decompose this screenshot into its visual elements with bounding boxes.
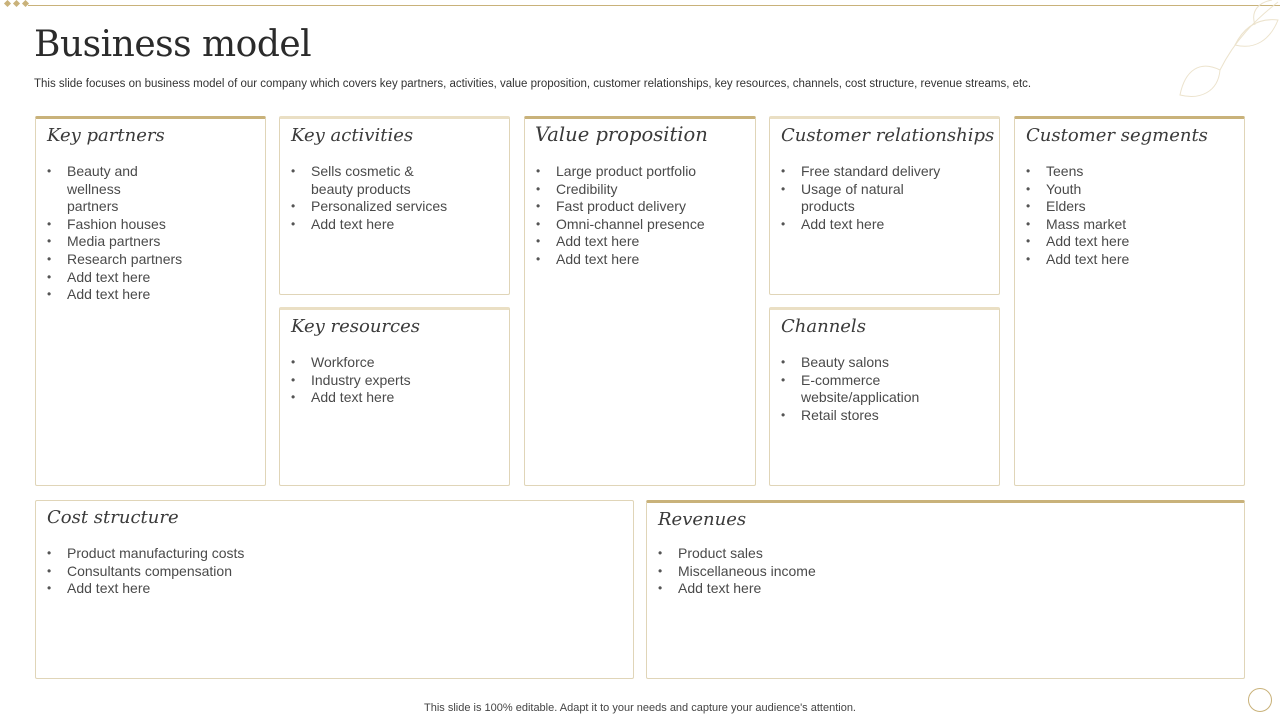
cost-structure-box — [35, 500, 634, 679]
list-item: • Fashion houses — [47, 216, 257, 234]
top-divider — [28, 5, 1280, 6]
cost-structure-list — [47, 545, 625, 598]
list-item: • Workforce — [291, 354, 501, 372]
page-subtitle: This slide focuses on business model of our company which covers key partners, activities, value proposition, customer relationships, key resources, channels, cost structure, revenue streams, etc. — [34, 78, 1032, 90]
list-item: • Fast product delivery — [536, 198, 747, 216]
list-item: • Miscellaneous income — [658, 563, 1236, 581]
list-item: • Product manufacturing costs — [47, 545, 625, 563]
list-item: • Industry experts — [291, 372, 501, 390]
key-activities-title: Key activities — [291, 125, 414, 146]
decor-diamonds — [4, 1, 29, 6]
list-item: • Retail stores — [781, 407, 991, 425]
revenues-box — [646, 500, 1245, 679]
customer-relationships-box — [769, 116, 1000, 295]
customer-relationships-list — [781, 163, 991, 233]
customer-relationships-title: Customer relationships — [781, 125, 995, 146]
list-item: • Large product portfolio — [536, 163, 747, 181]
key-resources-list — [291, 354, 501, 407]
channels-box — [769, 307, 1000, 486]
list-item: • Beauty salons — [781, 354, 991, 372]
key-resources-box — [279, 307, 510, 486]
list-item: • Add text here — [658, 580, 1236, 598]
list-item: • Add text here — [291, 389, 501, 407]
cost-structure-title: Cost structure — [47, 507, 179, 528]
list-item: • Add text here — [781, 216, 991, 234]
list-item: • Personalized services — [291, 198, 501, 216]
channels-title: Channels — [781, 316, 866, 337]
channels-list — [781, 354, 991, 424]
key-partners-box — [35, 116, 266, 486]
list-item: • Product sales — [658, 545, 1236, 563]
list-item: • Credibility — [536, 181, 747, 199]
list-item: • Usage of natural products — [781, 181, 913, 216]
key-resources-title: Key resources — [291, 316, 421, 337]
list-item: • E-commerce website/application — [781, 372, 931, 407]
circle-decoration-icon — [1248, 688, 1272, 712]
revenues-title: Revenues — [658, 509, 747, 530]
customer-segments-title: Customer segments — [1026, 125, 1208, 146]
leaf-decoration-icon — [1160, 0, 1280, 110]
list-item: • Add text here — [536, 233, 747, 251]
list-item: • Omni-channel presence — [536, 216, 747, 234]
list-item: • Youth — [1026, 181, 1236, 199]
key-activities-box — [279, 116, 510, 295]
key-activities-list — [291, 163, 501, 233]
list-item: • Beauty and wellness partners — [47, 163, 175, 216]
customer-segments-box — [1014, 116, 1245, 486]
list-item: • Add text here — [1026, 251, 1236, 269]
list-item: • Sells cosmetic & beauty products — [291, 163, 415, 198]
revenues-list — [658, 545, 1236, 598]
list-item: • Teens — [1026, 163, 1236, 181]
key-partners-list — [47, 163, 257, 304]
list-item: • Consultants compensation — [47, 563, 625, 581]
key-partners-title: Key partners — [47, 125, 165, 146]
customer-segments-list — [1026, 163, 1236, 269]
value-proposition-list — [536, 163, 747, 269]
list-item: • Add text here — [47, 269, 257, 287]
value-proposition-title: Value proposition — [535, 123, 708, 146]
list-item: • Add text here — [291, 216, 501, 234]
list-item: • Media partners — [47, 233, 257, 251]
list-item: • Elders — [1026, 198, 1236, 216]
list-item: • Add text here — [536, 251, 747, 269]
list-item: • Add text here — [47, 286, 257, 304]
list-item: • Add text here — [47, 580, 625, 598]
list-item: • Add text here — [1026, 233, 1236, 251]
list-item: • Free standard delivery — [781, 163, 991, 181]
page-title: Business model — [34, 24, 312, 65]
list-item: • Mass market — [1026, 216, 1236, 234]
list-item: • Research partners — [47, 251, 257, 269]
value-proposition-box — [524, 116, 756, 486]
footer-note: This slide is 100% editable. Adapt it to your needs and capture your audience's attention. — [424, 702, 856, 714]
